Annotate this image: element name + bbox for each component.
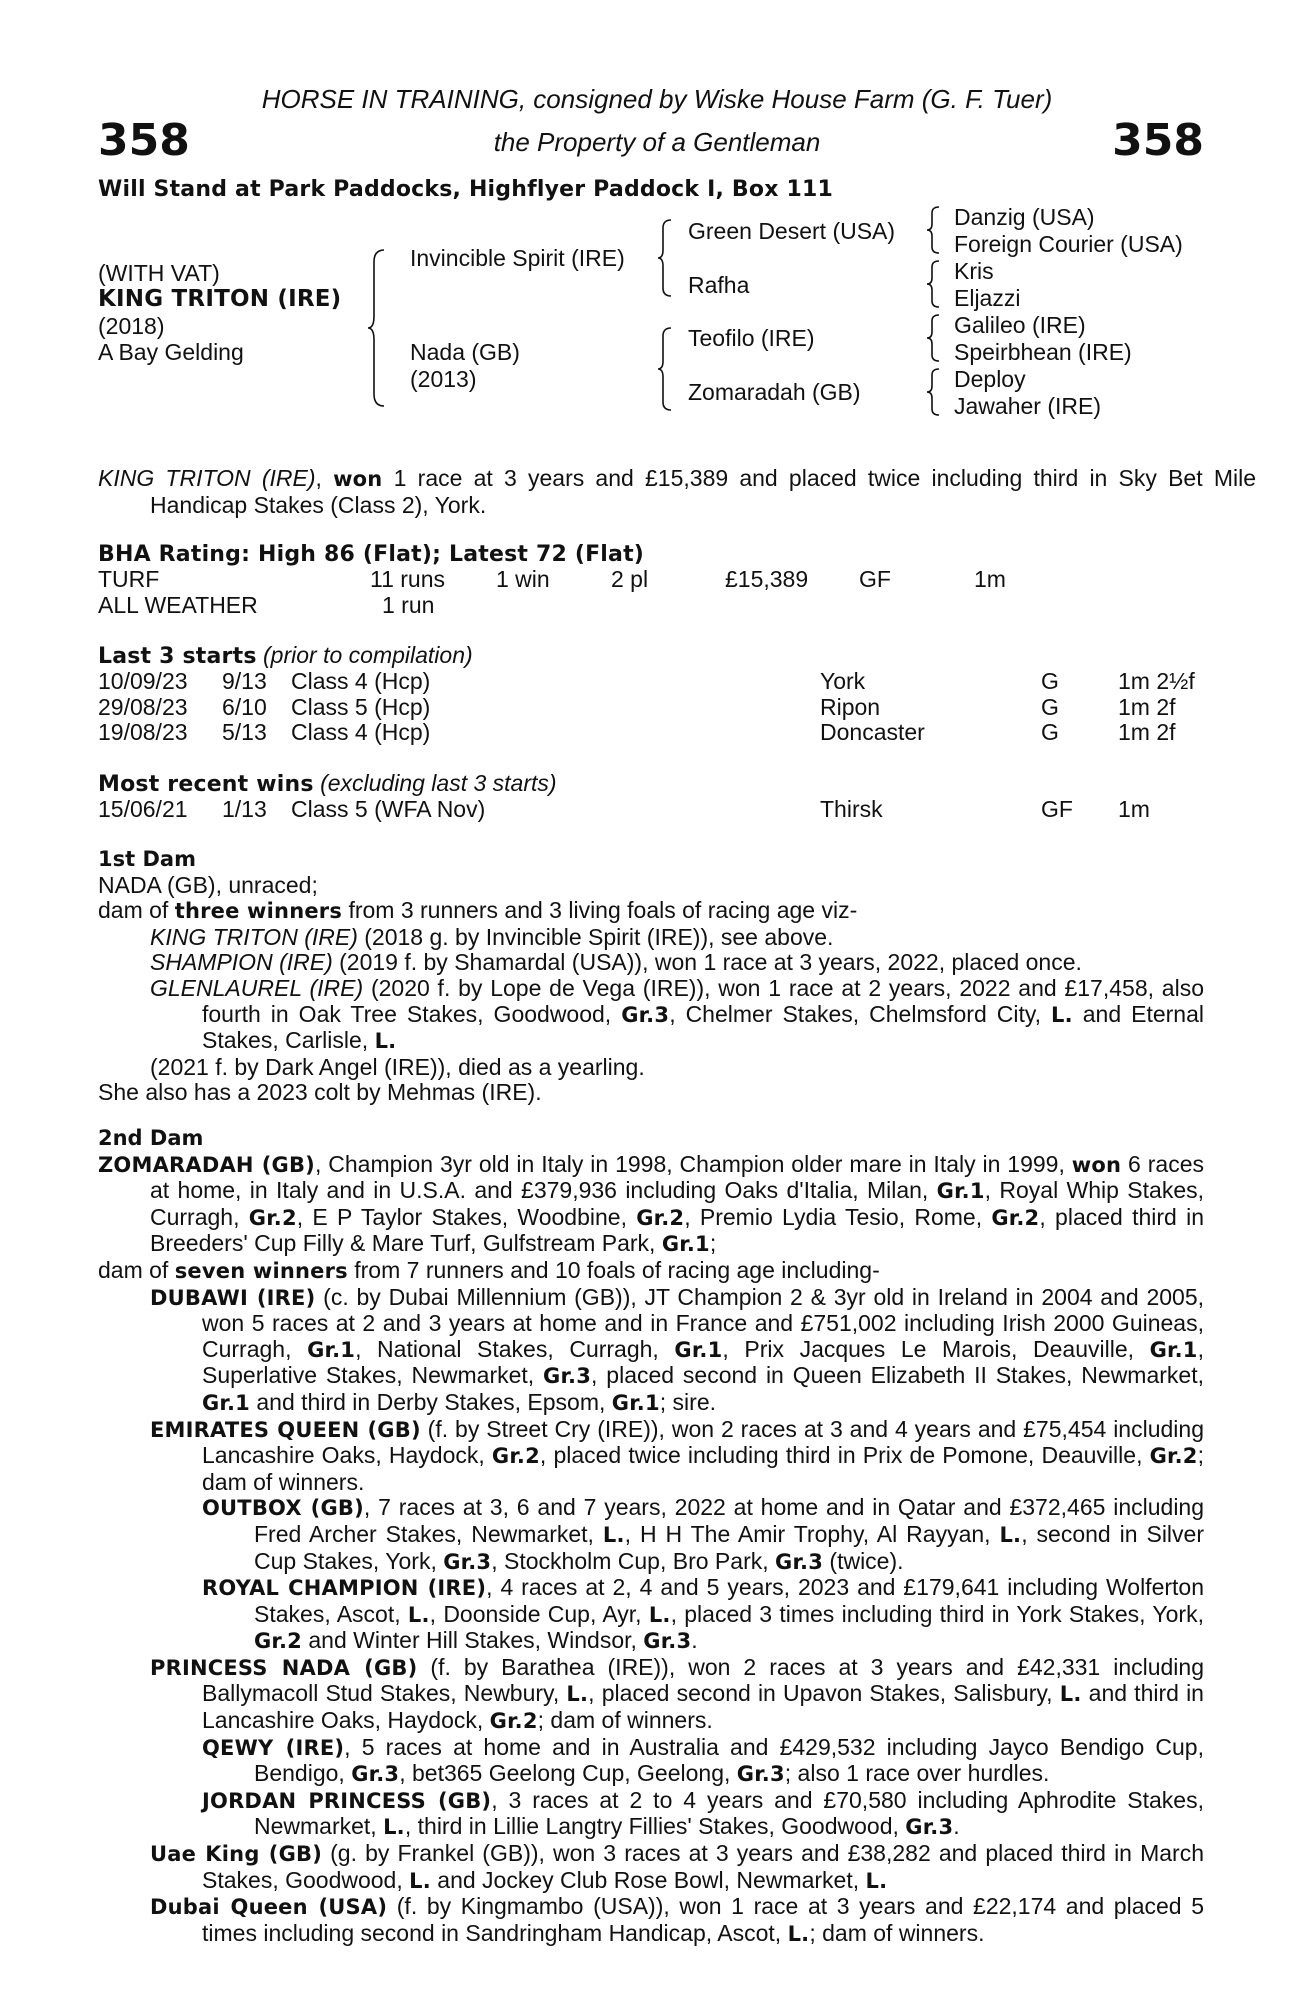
listed: L. (865, 1868, 888, 1893)
text: , 7 races at 3, 6 and 7 years, 2022 at home and in Qatar and £372,465 including Fred Archer Stakes, Newmarket, (254, 1494, 1205, 1547)
text: , third in Lillie Langtry Fillies' Stakes, Goodwood, (404, 1813, 906, 1840)
text: ; dam of winners. (202, 1442, 1204, 1495)
text: , placed second in Upavon Stakes, Salisbury, (588, 1680, 1060, 1707)
produce-name: DUBAWI (IRE) (150, 1285, 316, 1310)
listed: L. (999, 1522, 1022, 1547)
produce-name: ROYAL CHAMPION (IRE) (202, 1576, 487, 1601)
listed: L. (383, 1815, 405, 1840)
second-dam-produce-summary (98, 1258, 1204, 1285)
grade: Gr.2 (254, 1629, 302, 1654)
text: ; dam of winners. (537, 1707, 713, 1734)
start-going: G (1041, 719, 1059, 746)
text: from 7 runners and 10 foals of racing age including- (347, 1256, 880, 1283)
text: , Stockholm Cup, Bro Park, (491, 1547, 776, 1574)
text: , Prix Jacques Le Marois, Deauville, (722, 1335, 1150, 1362)
rating-row-turf (98, 567, 1204, 593)
foal-text: (2019 f. by Shamardal (USA)), won 1 race at 3 years, 2022, placed once. (332, 949, 1082, 976)
start-distance: 1m 2½f (1118, 668, 1195, 694)
grade: Gr.3 (775, 1549, 824, 1574)
pedigree-gg8: Jawaher (IRE) (954, 393, 1101, 419)
win-course: Thirsk (820, 796, 883, 822)
first-dam-produce-summary (98, 898, 1204, 925)
text: (f. by Barathea (IRE)), won 2 races at 3 years and £42,331 including Ballymacoll Stud Stakes, Newbury, (202, 1653, 1204, 1707)
vat-label: (WITH VAT) (98, 260, 220, 286)
grade: Gr.2 (489, 1709, 538, 1734)
win-date: 15/06/21 (98, 796, 188, 822)
text: , placed 3 times including third in York Stakes, York, (670, 1600, 1204, 1627)
recent-wins-heading: Most recent wins (98, 772, 314, 797)
foal-entry (98, 1055, 1204, 1081)
start-going: G (1041, 693, 1059, 720)
recent-win-row (98, 797, 1204, 823)
rating-table (98, 567, 1204, 618)
produce-entry-princess-nada (98, 1655, 1204, 1735)
text: 6 races at home, in Italy and in U.S.A. and £379,936 including Oaks d'Italia, Milan, (150, 1150, 1204, 1204)
produce-name: EMIRATES QUEEN (GB) (150, 1417, 421, 1442)
win-distance: 1m (1118, 796, 1150, 822)
grade: Gr.3 (736, 1762, 785, 1787)
text: , H H The Amir Trophy, Al Rayyan, (624, 1520, 1000, 1547)
foal-text: , Chelmer Stakes, Chelmsford City, (669, 1000, 1052, 1027)
produce-entry-uae-king (98, 1841, 1204, 1894)
last3-note: (prior to compilation) (263, 642, 473, 668)
recent-wins-note: (excluding last 3 starts) (320, 770, 557, 796)
text: , E P Taylor Stakes, Woodbine, (296, 1203, 637, 1230)
text: ; also 1 race over hurdles. (784, 1760, 1050, 1787)
first-dam-heading: 1st Dam (98, 847, 196, 871)
last3-row (98, 695, 1204, 721)
text: , 5 races at home and in Australia and £429,532 including Jayco Bendigo Cup, Bendigo, (254, 1733, 1204, 1787)
produce-name: JORDAN PRINCESS (GB) (202, 1788, 492, 1813)
start-course: York (820, 668, 866, 694)
text: , placed third in Breeders' Cup Filly & Mare Turf, Gulfstream Park, (150, 1203, 1204, 1257)
grade: Gr.3 (351, 1762, 400, 1787)
foal-text: (2021 f. by Dark Angel (IRE)), died as a yearling. (150, 1053, 645, 1080)
produce-entry-qewy (98, 1735, 1204, 1788)
recent-wins-heading-line (98, 771, 557, 798)
rating-runs: 1 run (382, 591, 435, 618)
rating-runs: 11 runs (370, 566, 446, 592)
start-race: Class 4 (Hcp) (291, 668, 431, 694)
pedigree-dam: Nada (GB) (410, 339, 520, 365)
horse-year: (2018) (98, 313, 165, 339)
dam-name: ZOMARADAH (GB) (98, 1152, 315, 1177)
second-dam-section (98, 1126, 1204, 1947)
grade: Gr.2 (1149, 1444, 1198, 1469)
listed: L. (407, 1602, 430, 1627)
second-dam-heading: 2nd Dam (98, 1126, 204, 1150)
last3-heading: Last 3 starts (98, 644, 257, 669)
produce-entry-royal-champion (98, 1575, 1204, 1655)
stand-location: Will Stand at Park Paddocks, Highflyer Paddock I, Box 111 (98, 177, 833, 202)
pedigree-brace-g1 (925, 205, 943, 255)
bha-rating-heading: BHA Rating: High 86 (Flat); Latest 72 (Flat) (98, 542, 645, 567)
grade: Gr.1 (202, 1390, 250, 1415)
text: , 4 races at 2, 4 and 5 years, 2023 and £179,641 including Wolferton Stakes, Ascot, (254, 1574, 1204, 1627)
second-dam-entry (98, 1152, 1204, 1258)
rating-row-aw (98, 593, 1204, 619)
text: (f. by Kingmambo (USA)), won 1 race at 3 years and £22,174 and placed 5 times including second in Sandringham Handicap, Ascot, (202, 1893, 1204, 1946)
produce-name: OUTBOX (GB) (202, 1496, 364, 1521)
grade: Gr.2 (636, 1205, 685, 1230)
start-date: 29/08/23 (98, 693, 188, 720)
start-going: G (1041, 668, 1059, 694)
grade: Gr.1 (661, 1232, 710, 1257)
first-dam-line: NADA (GB), unraced; (98, 871, 318, 898)
start-position: 9/13 (222, 668, 267, 694)
start-position: 6/10 (222, 693, 267, 720)
text: (g. by Frankel (GB)), won 3 races at 3 years and £38,282 and placed third in March Stakes, Goodwood, (202, 1840, 1204, 1893)
start-distance: 1m 2f (1118, 719, 1176, 746)
start-race: Class 5 (Hcp) (291, 693, 431, 720)
foal-entry (98, 925, 1204, 951)
grade: Gr.3 (643, 1629, 692, 1654)
winners-count: three winners (174, 899, 343, 924)
foal-text: (2018 g. by Invincible Spirit (IRE)), see above. (357, 923, 834, 950)
start-date: 19/08/23 (98, 719, 188, 746)
listed: L. (602, 1522, 625, 1547)
grade: Gr.3 (443, 1549, 492, 1574)
rating-distance: 1m (974, 566, 1006, 592)
foal-name: KING TRITON (IRE) (150, 923, 358, 950)
pedigree-gg1: Danzig (USA) (954, 204, 1095, 230)
grade: Gr.2 (991, 1205, 1040, 1230)
text: dam of (98, 1256, 175, 1283)
rating-surface: ALL WEATHER (98, 591, 258, 618)
grade: Gr.1 (1149, 1337, 1198, 1362)
foal-name: GLENLAUREL (IRE) (150, 974, 364, 1001)
text: ; dam of winners. (809, 1919, 985, 1946)
summary-horse-name: KING TRITON (IRE) (98, 465, 316, 491)
text: . (691, 1627, 698, 1654)
property-line: the Property of a Gentleman (493, 127, 821, 157)
lot-number-left: 358 (98, 115, 190, 166)
start-course: Doncaster (820, 719, 925, 746)
rating-surface: TURF (98, 566, 160, 592)
listed: L. (1059, 1682, 1082, 1707)
grade: Gr.2 (491, 1444, 540, 1469)
text: (twice). (823, 1547, 904, 1574)
text: , Superlative Stakes, Newmarket, (202, 1335, 1204, 1389)
grade: Gr.1 (307, 1337, 356, 1362)
text: , National Stakes, Curragh, (355, 1335, 675, 1362)
grade: Gr.1 (936, 1179, 985, 1204)
pedigree-dam-dam: Zomaradah (GB) (688, 379, 861, 405)
pedigree-brace-g2 (925, 259, 943, 309)
pedigree-sire-dam: Rafha (688, 272, 750, 298)
pedigree-dam-year: (2013) (410, 366, 477, 392)
text: (c. by Dubai Millennium (GB)), JT Champion 2 & 3yr old in Ireland in 2004 and 2005, won 5 races at 2 and 3 years at home and in France and £751,002 including Irish 2000 Guineas, Curragh, (202, 1283, 1205, 1362)
listed: L. (409, 1868, 431, 1893)
win-position: 1/13 (222, 796, 267, 822)
last3-row (98, 669, 1204, 695)
listed: L. (648, 1602, 671, 1627)
listed: L. (1051, 1002, 1073, 1027)
text: , second in Silver Cup Stakes, York, (254, 1520, 1204, 1574)
pedigree-brace-dam (656, 326, 676, 412)
foal-text: (2020 f. by Lope de Vega (IRE)), won 1 race at 2 years, 2022 and £17,458, also fourth in Oak Tree Stakes, Goodwood, (202, 974, 1204, 1027)
start-race: Class 4 (Hcp) (291, 719, 431, 746)
pedigree-gg2: Foreign Courier (USA) (954, 231, 1183, 257)
pedigree-brace-sire (656, 218, 676, 298)
start-distance: 1m 2f (1118, 693, 1176, 720)
pedigree-sire: Invincible Spirit (IRE) (410, 245, 625, 271)
produce-name: PRINCESS NADA (GB) (150, 1655, 418, 1680)
grade: Gr.2 (248, 1205, 297, 1230)
produce-entry-outbox (98, 1495, 1204, 1575)
summary-text: 1 race at 3 years and £15,389 and placed twice including third in Sky Bet Mile Handicap Stakes (Class 2), York. (150, 465, 1256, 518)
pedigree-gg6: Speirbhean (IRE) (954, 339, 1132, 365)
winners-count: seven winners (174, 1258, 348, 1283)
text: , Royal Whip Stakes, Curragh, (150, 1177, 1204, 1230)
start-course: Ripon (820, 693, 881, 720)
pedigree-gg4: Eljazzi (954, 285, 1021, 311)
grade: Gr.1 (611, 1390, 660, 1415)
first-dam-section (98, 847, 1204, 1106)
produce-entry-jordan-princess (98, 1788, 1204, 1841)
last3-table (98, 669, 1204, 746)
start-date: 10/09/23 (98, 668, 188, 694)
rating-going: GF (859, 566, 891, 592)
pedigree-brace-g3 (925, 313, 943, 363)
grade: Gr.3 (621, 1002, 670, 1027)
text: . (953, 1813, 960, 1840)
rating-wins: 1 win (496, 566, 550, 592)
start-position: 5/13 (222, 719, 267, 746)
foal-text: and Eternal Stakes, Carlisle, (202, 1000, 1205, 1054)
text: , placed second in Queen Elizabeth II Stakes, Newmarket, (591, 1362, 1204, 1389)
won: won (1071, 1152, 1122, 1177)
horse-name: KING TRITON (IRE) (98, 286, 342, 312)
last3-row (98, 720, 1204, 746)
text: , 3 races at 2 to 4 years and £70,580 including Aphrodite Stakes, Newmarket, (254, 1786, 1204, 1840)
text: and third in Derby Stakes, Epsom, (250, 1388, 612, 1415)
grade: Gr.1 (674, 1337, 723, 1362)
produce-entry-dubawi (98, 1285, 1204, 1417)
win-going: GF (1041, 796, 1073, 822)
pedigree-gg7: Deploy (954, 366, 1026, 392)
text: from 3 runners and 3 living foals of racing age viz- (342, 897, 858, 924)
text: and Jockey Club Rose Bowl, Newmarket, (430, 1866, 866, 1893)
first-dam-note: She also has a 2023 colt by Mehmas (IRE). (98, 1079, 542, 1106)
recent-wins-table (98, 797, 1204, 823)
produce-name: Dubai Queen (USA) (150, 1895, 388, 1920)
summary-won: won (333, 467, 383, 491)
rating-prize: £15,389 (725, 566, 809, 592)
lot-number-right: 358 (1112, 115, 1204, 166)
pedigree-gg3: Kris (954, 258, 994, 284)
listed: L. (374, 1029, 397, 1054)
pedigree-sire-sire: Green Desert (USA) (688, 218, 896, 244)
text: , placed twice including third in Prix de Pomone, Deauville, (539, 1442, 1150, 1469)
foal-name: SHAMPION (IRE) (150, 949, 333, 976)
text: ; sire. (659, 1388, 717, 1415)
listed: L. (787, 1921, 810, 1946)
text: and third in Lancashire Oaks, Haydock, (202, 1680, 1204, 1734)
text: , bet365 Geelong Cup, Geelong, (399, 1760, 737, 1787)
consignment-line: HORSE IN TRAINING, consigned by Wiske House Farm (G. F. Tuer) (261, 84, 1053, 114)
text: (f. by Street Cry (IRE)), won 2 races at 3 and 4 years and £75,454 including Lancashire Oaks, Haydock, (202, 1415, 1204, 1469)
listed: L. (566, 1682, 589, 1707)
pedigree-brace-main (366, 248, 390, 408)
pedigree-dam-sire: Teofilo (IRE) (688, 325, 815, 351)
text: and Winter Hill Stakes, Windsor, (302, 1627, 644, 1654)
pedigree-gg5: Galileo (IRE) (954, 312, 1086, 338)
foal-entry (98, 976, 1204, 1055)
text: dam of (98, 897, 175, 924)
win-race: Class 5 (WFA Nov) (291, 796, 486, 822)
text: ; (709, 1230, 717, 1257)
race-summary: KING TRITON (IRE), won 1 race at 3 years and £15,389 and placed twice including third in Sky Bet Mile Handicap Stakes (Class 2), York. (98, 465, 1256, 518)
text: , Premio Lydia Tesio, Rome, (684, 1203, 992, 1230)
text: , Doonside Cup, Ayr, (429, 1600, 649, 1627)
rating-placed: 2 pl (611, 566, 649, 592)
text: , Champion 3yr old in Italy in 1998, Champion older mare in Italy in 1999, (314, 1150, 1072, 1177)
horse-description: A Bay Gelding (98, 339, 244, 365)
grade: Gr.3 (905, 1815, 954, 1840)
produce-entry-emirates-queen (98, 1417, 1204, 1496)
produce-name: QEWY (IRE) (202, 1735, 345, 1760)
produce-name: Uae King (GB) (150, 1842, 323, 1867)
pedigree-brace-g4 (925, 367, 943, 417)
foal-entry (98, 950, 1204, 976)
last3-heading-line (98, 643, 473, 670)
grade: Gr.3 (543, 1364, 592, 1389)
produce-entry-dubai-queen (98, 1894, 1204, 1947)
